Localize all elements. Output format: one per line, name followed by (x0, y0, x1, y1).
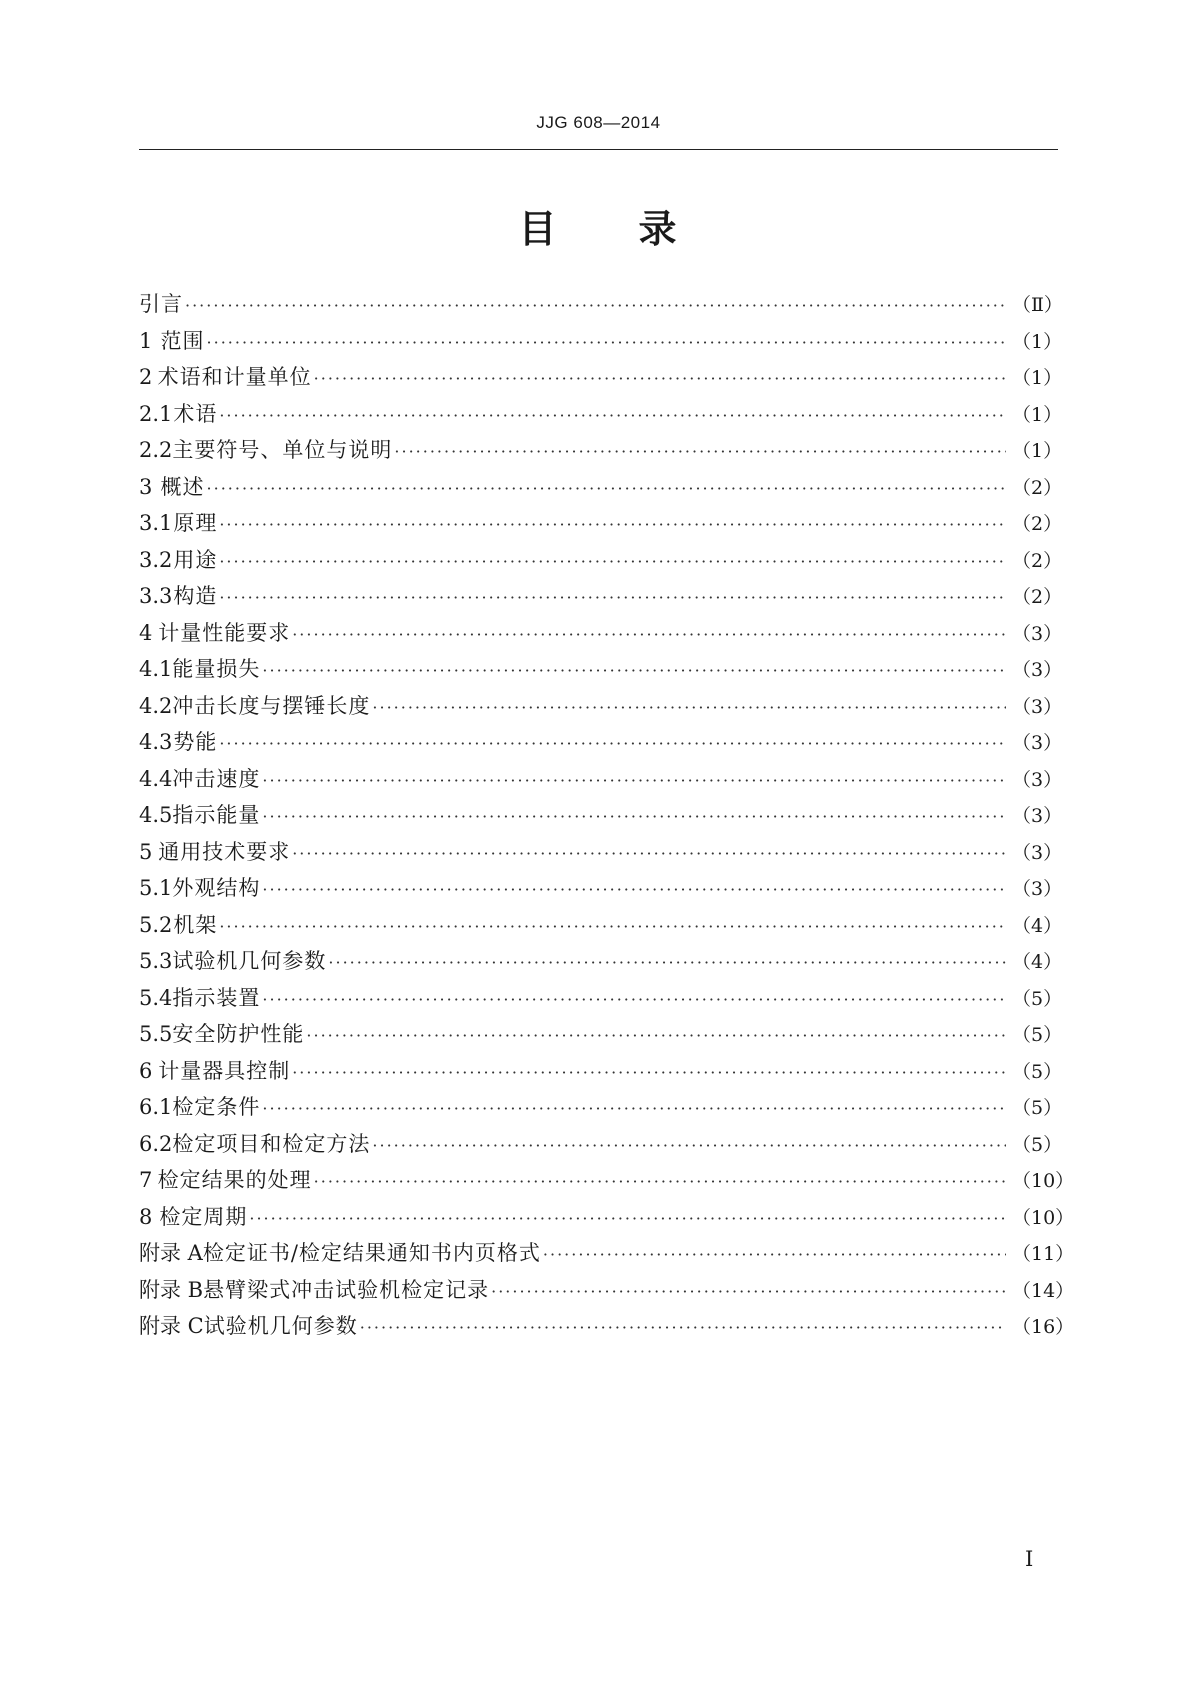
dot-leader (262, 771, 1006, 790)
toc-entry-label: 检定证书/检定结果通知书内页格式 (202, 1241, 541, 1265)
toc-entry-page: （1） (1012, 440, 1063, 462)
toc-entry-page: （5） (1012, 1133, 1063, 1156)
toc-entry-page: （14） (1012, 1279, 1075, 1302)
toc-entry[interactable] (139, 1201, 1075, 1238)
toc-entry-number: 6.1 (139, 1095, 173, 1119)
toc-entry-number: 5.4 (139, 985, 173, 1010)
toc-entry-label: 通用技术要求 (158, 839, 291, 864)
toc-entry-number: 4.1 (139, 657, 173, 681)
dot-leader (262, 880, 1006, 899)
toc-entry[interactable] (139, 763, 1063, 800)
toc-entry[interactable] (139, 288, 1063, 325)
toc-entry[interactable] (139, 726, 1063, 763)
toc-entry-number: 附录 C (139, 1314, 204, 1338)
dot-leader (292, 1063, 1006, 1082)
toc-entry-label: 指示能量 (172, 803, 261, 827)
toc-entry-page: （2） (1012, 549, 1063, 572)
dot-leader (219, 917, 1006, 936)
toc-entry-number: 4.5 (139, 803, 173, 827)
toc-entry-page: （3） (1012, 878, 1063, 900)
toc-entry-label: 检定条件 (172, 1095, 261, 1119)
document-code-header: JJG 608—2014 (536, 113, 661, 132)
toc-entry[interactable] (139, 617, 1063, 654)
dot-leader (394, 442, 1006, 461)
toc-entry-label: 安全防护性能 (172, 1022, 305, 1046)
toc-entry[interactable] (139, 1091, 1063, 1128)
toc-entry[interactable] (139, 398, 1063, 435)
toc-entry-number: 4.2 (139, 693, 173, 718)
dot-leader (219, 588, 1006, 607)
toc-entry-label: 范围 (160, 328, 205, 353)
toc-entry[interactable] (139, 471, 1063, 508)
dot-leader (543, 1245, 1006, 1264)
toc-entry-number: 4.3 (139, 730, 173, 754)
toc-entry-number: 5.1 (139, 876, 173, 900)
toc-entry-label: 机架 (173, 912, 218, 937)
toc-entry-label: 引言 (139, 292, 183, 316)
dot-leader (219, 406, 1006, 425)
toc-entry[interactable] (139, 544, 1063, 581)
dot-leader (306, 1026, 1006, 1045)
toc-entry[interactable] (139, 325, 1063, 362)
toc-entry-page: （2） (1012, 586, 1063, 608)
toc-entry[interactable] (139, 580, 1063, 617)
toc-entry[interactable] (139, 361, 1063, 398)
toc-entry-number: 1 (139, 328, 153, 353)
toc-entry-number: 5.5 (139, 1022, 173, 1046)
page-title (139, 198, 1058, 253)
toc-entry-page: （3） (1012, 732, 1063, 754)
toc-entry-number: 3 (139, 474, 153, 499)
toc-entry-page: （1） (1012, 403, 1063, 426)
dot-leader (262, 990, 1006, 1009)
toc-entry-page: （3） (1012, 768, 1063, 791)
toc-entry-label: 原理 (173, 511, 218, 535)
toc-entry[interactable] (139, 1164, 1075, 1201)
toc-entry[interactable] (139, 507, 1063, 544)
dot-leader (328, 953, 1006, 972)
toc-entry[interactable] (139, 1274, 1075, 1311)
toc-entry-label: 检定结果的处理 (157, 1168, 312, 1192)
toc-entry-number: 4.4 (139, 766, 173, 791)
toc-entry[interactable] (139, 909, 1063, 946)
toc-entry-label: 概述 (160, 474, 205, 499)
toc-entry-number: 7 (139, 1168, 153, 1192)
toc-entry-label: 检定周期 (159, 1204, 248, 1229)
dot-leader (219, 515, 1006, 534)
toc-entry[interactable] (139, 982, 1063, 1019)
toc-entry[interactable] (139, 653, 1063, 690)
dot-leader (292, 844, 1006, 863)
toc-entry[interactable] (139, 434, 1063, 471)
toc-entry-page: （5） (1012, 987, 1063, 1010)
toc-entry-page: （4） (1012, 914, 1063, 937)
dot-leader (262, 661, 1006, 680)
dot-leader (314, 369, 1006, 388)
toc-entry-number: 附录 B (139, 1277, 204, 1302)
toc-entry-page: （5） (1012, 1024, 1063, 1046)
toc-entry-number: 3.2 (139, 547, 173, 572)
page-title-char-1: 目 (518, 207, 559, 251)
toc-entry-page: （3） (1012, 805, 1063, 827)
toc-entry-page: （3） (1012, 695, 1063, 718)
toc-entry[interactable] (139, 1128, 1063, 1165)
page-title-char-2: 录 (638, 207, 679, 251)
toc-entry-label: 术语和计量单位 (157, 365, 312, 389)
toc-entry-label: 试验机几何参数 (172, 949, 327, 973)
toc-entry-page: （2） (1012, 476, 1063, 499)
toc-entry-label: 用途 (173, 547, 218, 572)
toc-entry[interactable] (139, 945, 1063, 982)
toc-entry-page: （1） (1012, 330, 1063, 353)
dot-leader (185, 296, 1006, 315)
toc-entry-page: （16） (1012, 1316, 1075, 1338)
toc-entry-page: （11） (1012, 1243, 1075, 1265)
toc-entry-page: （5） (1012, 1060, 1063, 1083)
toc-entry-label: 能量损失 (172, 657, 261, 681)
toc-entry-number: 附录 A (139, 1241, 203, 1265)
toc-entry-label: 冲击长度与摆锤长度 (172, 693, 371, 718)
toc-entry-page: （Ⅱ） (1012, 294, 1063, 316)
toc-entry-page: （2） (1012, 513, 1063, 535)
dot-leader (314, 1172, 1006, 1191)
toc-entry[interactable] (139, 1310, 1075, 1347)
toc-entry-number: 3.1 (139, 511, 173, 535)
dot-leader (219, 552, 1006, 571)
dot-leader (207, 479, 1006, 498)
toc-entry-number: 5.3 (139, 949, 173, 973)
dot-leader (372, 698, 1006, 717)
toc-entry-page: （3） (1012, 659, 1063, 681)
toc-entry-label: 计量器具控制 (158, 1058, 291, 1083)
toc-entry-label: 术语 (173, 401, 218, 426)
toc-entry-page: （1） (1012, 367, 1063, 389)
toc-entry-number: 6 (139, 1058, 153, 1083)
toc-entry-page: （10） (1012, 1206, 1075, 1229)
toc-entry-label: 势能 (173, 730, 218, 754)
toc-entry[interactable] (139, 1055, 1063, 1092)
toc-entry[interactable] (139, 836, 1063, 873)
toc-entry-label: 冲击速度 (172, 766, 261, 791)
dot-leader (262, 807, 1006, 826)
toc-entry-number: 4 (139, 620, 153, 645)
toc-entry-number: 5 (139, 839, 153, 864)
toc-entry-label: 构造 (173, 584, 218, 608)
dot-leader (207, 333, 1006, 352)
dot-leader (249, 1209, 1006, 1228)
toc-entry-number: 6.2 (139, 1131, 173, 1156)
toc-entry-label: 外观结构 (172, 876, 261, 900)
toc-entry[interactable] (139, 1237, 1075, 1274)
dot-leader (262, 1099, 1006, 1118)
dot-leader (491, 1282, 1006, 1301)
toc-entry[interactable] (139, 1018, 1063, 1055)
toc-entry-page: （10） (1012, 1170, 1075, 1192)
toc-entry-number: 8 (139, 1204, 153, 1229)
toc-entry-number: 3.3 (139, 584, 173, 608)
toc-entry[interactable] (139, 690, 1063, 727)
toc-entry-label: 检定项目和检定方法 (172, 1131, 371, 1156)
table-of-contents (139, 288, 1075, 1347)
toc-entry[interactable] (139, 799, 1063, 836)
header-rule (139, 149, 1058, 150)
toc-entry-number: 5.2 (139, 912, 173, 937)
toc-entry-label: 计量性能要求 (158, 620, 291, 645)
toc-entry-page: （3） (1012, 622, 1063, 645)
toc-entry-page: （4） (1012, 951, 1063, 973)
toc-entry-label: 试验机几何参数 (203, 1314, 358, 1338)
dot-leader (292, 625, 1006, 644)
toc-entry-page: （5） (1012, 1097, 1063, 1119)
toc-entry-label: 主要符号、单位与说明 (172, 438, 393, 462)
toc-entry-number: 2 (139, 365, 153, 389)
toc-entry-label: 指示装置 (172, 985, 261, 1010)
toc-entry-label: 悬臂梁式冲击试验机检定记录 (203, 1277, 490, 1302)
toc-entry-page: （3） (1012, 841, 1063, 864)
dot-leader (372, 1136, 1006, 1155)
page-folio: I (1025, 1547, 1034, 1571)
dot-leader (360, 1318, 1006, 1337)
toc-entry-number: 2.1 (139, 401, 173, 426)
dot-leader (219, 734, 1006, 753)
toc-entry-number: 2.2 (139, 438, 173, 462)
toc-entry[interactable] (139, 872, 1063, 909)
